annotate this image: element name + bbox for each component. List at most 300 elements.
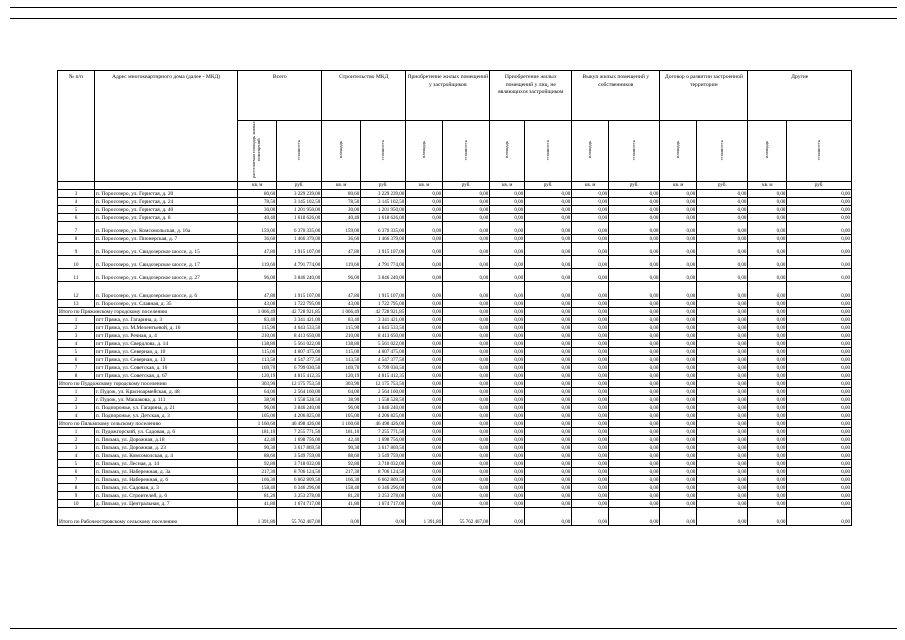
value-cell: 0,00: [406, 198, 443, 206]
value-cell: 0,00: [572, 396, 609, 404]
row-number: 9: [58, 492, 95, 500]
value-cell: 3 846 240,00: [361, 269, 406, 282]
value-cell: 0,00: [443, 460, 490, 468]
value-cell: 0,00: [490, 282, 525, 300]
value-cell: 0,00: [406, 356, 443, 364]
value-cell: 0,00: [572, 428, 609, 436]
sub-header-cell: стоимость: [277, 121, 322, 182]
col-number-header: № п/п: [58, 71, 95, 182]
value-cell: 0,00: [609, 269, 660, 282]
value-cell: 3 145 102,50: [277, 198, 322, 206]
value-cell: 96,00: [238, 404, 277, 412]
value-cell: 0,00: [490, 214, 525, 222]
row-address: п. Поросозеро, ул. Гористая, д. 24: [94, 198, 237, 206]
value-cell: 0,00: [406, 468, 443, 476]
value-cell: 113,50: [238, 356, 277, 364]
value-cell: 0,00: [525, 332, 572, 340]
value-cell: 0,00: [748, 508, 787, 526]
row-number: 4: [58, 198, 95, 206]
value-cell: 1 201 950,00: [277, 206, 322, 214]
value-cell: 0,00: [660, 348, 697, 356]
value-cell: 0,00: [609, 476, 660, 484]
col-nondeveloper-purchase-header: Приобретение жилых помещений у лиц, не являющихся застройщиком: [490, 71, 572, 121]
value-cell: 4 791 774,00: [361, 256, 406, 269]
value-cell: 0,00: [443, 190, 490, 198]
value-cell: 0,00: [572, 468, 609, 476]
value-cell: 1 722 795,00: [277, 300, 322, 308]
value-cell: 80,60: [238, 190, 277, 198]
value-cell: 0,00: [525, 500, 572, 508]
value-cell: 0,00: [748, 468, 787, 476]
value-cell: 0,00: [697, 500, 748, 508]
value-cell: 0,00: [490, 340, 525, 348]
value-cell: 3 253 278,00: [277, 492, 322, 500]
row-number: 1: [58, 388, 95, 396]
value-cell: 0,00: [406, 308, 443, 316]
value-cell: 0,00: [572, 412, 609, 420]
value-cell: 0,00: [609, 316, 660, 324]
subtotal-row: [58, 380, 852, 388]
value-cell: 0,00: [697, 308, 748, 316]
value-cell: 0,00: [490, 256, 525, 269]
value-cell: 0,00: [525, 396, 572, 404]
value-cell: 0,00: [748, 396, 787, 404]
value-cell: 0,00: [660, 214, 697, 222]
value-cell: 0,00: [406, 324, 443, 332]
value-cell: 0,00: [490, 412, 525, 420]
row-number: 4: [58, 412, 95, 420]
value-cell: 0,00: [660, 269, 697, 282]
table-row: [58, 388, 852, 396]
table-row: [58, 412, 852, 420]
value-cell: 40,40: [238, 214, 277, 222]
unit-cell: кв. м: [490, 182, 525, 190]
value-cell: 0,00: [443, 444, 490, 452]
value-cell: 4 547 377,50: [277, 356, 322, 364]
value-cell: 0,00: [787, 364, 852, 372]
value-cell: 0,00: [748, 206, 787, 214]
value-cell: 0,00: [787, 356, 852, 364]
value-cell: 0,00: [660, 388, 697, 396]
value-cell: 3 846 240,00: [277, 404, 322, 412]
value-cell: 0,00: [609, 492, 660, 500]
value-cell: 0,00: [697, 324, 748, 332]
value-cell: 0,00: [525, 269, 572, 282]
value-cell: 4 815 412,35: [361, 372, 406, 380]
value-cell: 0,00: [572, 190, 609, 198]
value-cell: 0,00: [787, 444, 852, 452]
value-cell: 0,00: [361, 508, 406, 526]
value-cell: 0,00: [748, 404, 787, 412]
row-number: 10: [58, 256, 95, 269]
value-cell: 0,00: [525, 282, 572, 300]
value-cell: 0,00: [525, 198, 572, 206]
sub-header-cell: стоимость: [525, 121, 572, 182]
value-cell: 0,00: [490, 404, 525, 412]
value-cell: 0,00: [490, 190, 525, 198]
value-cell: 0,00: [609, 468, 660, 476]
value-cell: 0,00: [697, 404, 748, 412]
value-cell: 0,00: [748, 428, 787, 436]
sub-header-cell: площадь: [660, 121, 697, 182]
row-address: пгт Пряжа, ул. Советская, д. 16: [94, 364, 237, 372]
value-cell: 0,00: [490, 476, 525, 484]
value-cell: 0,00: [609, 340, 660, 348]
value-cell: 2 564 160,00: [361, 388, 406, 396]
value-cell: 0,00: [443, 452, 490, 460]
value-cell: 0,00: [787, 420, 852, 428]
value-cell: 6 662 809,50: [361, 476, 406, 484]
value-cell: 0,00: [748, 222, 787, 235]
value-cell: 0,00: [406, 404, 443, 412]
value-cell: 0,00: [443, 396, 490, 404]
value-cell: 0,00: [787, 388, 852, 396]
value-cell: 0,00: [697, 492, 748, 500]
table-row: [58, 316, 852, 324]
value-cell: 92,80: [238, 460, 277, 468]
value-cell: 0,00: [572, 484, 609, 492]
value-cell: 0,00: [660, 436, 697, 444]
value-cell: 0,00: [660, 256, 697, 269]
units-row: [58, 182, 852, 190]
value-cell: 0,00: [443, 436, 490, 444]
value-cell: 0,00: [525, 380, 572, 388]
row-address: п. Поросозеро, ул. Свидозерское шоссе, д. 6: [94, 282, 237, 300]
value-cell: 78,50: [238, 198, 277, 206]
value-cell: 0,00: [572, 380, 609, 388]
table-row: [58, 256, 852, 269]
row-number: 1: [58, 316, 95, 324]
value-cell: 210,00: [238, 332, 277, 340]
value-cell: 0,00: [406, 300, 443, 308]
value-cell: 0,00: [572, 452, 609, 460]
value-cell: 0,00: [406, 388, 443, 396]
sub-header-cell: площадь: [748, 121, 787, 182]
col-total-header: Всего: [238, 71, 322, 121]
row-address: пгт Пряжа, ул. Советская, д. 67: [94, 372, 237, 380]
sub-header-cell: площадь: [490, 121, 525, 182]
value-cell: 8 706 124,50: [277, 468, 322, 476]
value-cell: 81,20: [238, 492, 277, 500]
row-address: п. Подпорожье, ул. Гагарина, д. 21: [94, 404, 237, 412]
value-cell: 0,00: [406, 436, 443, 444]
value-cell: 0,00: [660, 396, 697, 404]
value-cell: 47,80: [238, 282, 277, 300]
value-cell: 0,00: [525, 452, 572, 460]
value-cell: 0,00: [787, 476, 852, 484]
value-cell: 0,00: [787, 412, 852, 420]
value-cell: 0,00: [525, 508, 572, 526]
value-cell: 0,00: [525, 214, 572, 222]
row-address: пгт Пряжа, ул. Свердлова, д. 14: [94, 340, 237, 348]
value-cell: 6 346 296,00: [277, 484, 322, 492]
value-cell: 0,00: [406, 243, 443, 256]
value-cell: 0,00: [660, 364, 697, 372]
row-number: 6: [58, 468, 95, 476]
value-cell: 0,00: [406, 332, 443, 340]
unit-cell: кв. м: [748, 182, 787, 190]
value-cell: 0,00: [787, 316, 852, 324]
value-cell: 0,00: [660, 332, 697, 340]
value-cell: 3 229 239,00: [361, 190, 406, 198]
value-cell: 0,00: [525, 222, 572, 235]
row-number: 3: [58, 190, 95, 198]
subtotal-label: Итого по Пуддожскому городскому поселению: [58, 380, 238, 388]
value-cell: 47,80: [238, 243, 277, 256]
value-cell: 0,00: [609, 372, 660, 380]
value-cell: 0,00: [443, 332, 490, 340]
value-cell: 0,00: [572, 214, 609, 222]
subtotal-label: Итого по Пряжинскому городскому поселению: [58, 308, 238, 316]
value-cell: 0,00: [697, 476, 748, 484]
unit-cell: руб.: [525, 182, 572, 190]
value-cell: 0,00: [406, 380, 443, 388]
value-cell: 36,60: [238, 235, 277, 243]
unit-cell: руб.: [787, 182, 852, 190]
row-number: 3: [58, 444, 95, 452]
value-cell: 0,00: [609, 190, 660, 198]
value-cell: 169,70: [238, 364, 277, 372]
row-number: 9: [58, 243, 95, 256]
value-cell: 0,00: [525, 444, 572, 452]
value-cell: 0,00: [697, 508, 748, 526]
sub-header-cell: площадь: [406, 121, 443, 182]
value-cell: 0,00: [490, 324, 525, 332]
value-cell: 0,00: [697, 428, 748, 436]
row-address: г. Пудож, ул. Машакова, д. 111: [94, 396, 237, 404]
value-cell: 8 706 124,50: [361, 468, 406, 476]
value-cell: 12 175 753,50: [277, 380, 322, 388]
top-border-line: [10, 7, 897, 8]
value-cell: 120,19: [238, 372, 277, 380]
value-cell: 0,00: [443, 484, 490, 492]
value-cell: 4 206 825,00: [277, 412, 322, 420]
value-cell: 0,00: [572, 243, 609, 256]
value-cell: 0,00: [572, 308, 609, 316]
unit-cell: кв. м: [660, 182, 697, 190]
value-cell: 0,00: [443, 420, 490, 428]
value-cell: 0,00: [787, 243, 852, 256]
value-cell: 3 341 421,00: [361, 316, 406, 324]
value-cell: 0,00: [490, 372, 525, 380]
value-cell: 0,00: [322, 508, 361, 526]
value-cell: 0,00: [406, 476, 443, 484]
value-cell: 0,00: [660, 476, 697, 484]
value-cell: 0,00: [697, 190, 748, 198]
table-row: [58, 340, 852, 348]
value-cell: 0,00: [572, 476, 609, 484]
row-address: д. Пяльма, ул. Центральная, д. 7: [94, 500, 237, 508]
value-cell: 158,40: [238, 484, 277, 492]
col-buyout-header: Выкуп жилых помещений у собственников: [572, 71, 660, 121]
value-cell: 0,00: [660, 235, 697, 243]
row-number: 7: [58, 222, 95, 235]
value-cell: 0,00: [787, 198, 852, 206]
value-cell: 0,00: [609, 404, 660, 412]
value-cell: 0,00: [787, 428, 852, 436]
value-cell: 3 253 278,00: [361, 492, 406, 500]
value-cell: 0,00: [697, 332, 748, 340]
value-cell: 96,00: [238, 269, 277, 282]
value-cell: 0,00: [406, 412, 443, 420]
value-cell: 0,00: [748, 500, 787, 508]
value-cell: 0,00: [572, 300, 609, 308]
value-cell: 4 643 533,50: [361, 324, 406, 332]
value-cell: 1 391,80: [406, 508, 443, 526]
value-cell: 0,00: [572, 372, 609, 380]
value-cell: 115,00: [238, 348, 277, 356]
value-cell: 0,00: [525, 388, 572, 396]
table-row: [58, 436, 852, 444]
value-cell: 0,00: [748, 300, 787, 308]
value-cell: 0,00: [660, 243, 697, 256]
value-cell: 0,00: [443, 492, 490, 500]
row-address: п. Пяльма, ул. Садовая, д. 3: [94, 484, 237, 492]
value-cell: 0,00: [490, 300, 525, 308]
subtotal-label: Итого по Пяльмскому сельскому поселению: [58, 420, 238, 428]
subtotal-row: [58, 420, 852, 428]
value-cell: 0,00: [490, 348, 525, 356]
table-row: [58, 282, 852, 300]
value-cell: 42 728 921,85: [277, 308, 322, 316]
table-row: [58, 396, 852, 404]
subtotal-label: Итого по Рабочеостровскому сельскому поселению: [58, 508, 238, 526]
value-cell: 4 791 774,00: [277, 256, 322, 269]
table-body: [58, 190, 852, 526]
value-cell: 4 607 475,00: [361, 348, 406, 356]
value-cell: 0,00: [525, 300, 572, 308]
value-cell: 96,00: [322, 269, 361, 282]
value-cell: 42 728 921,85: [361, 308, 406, 316]
row-number: 3: [58, 332, 95, 340]
value-cell: 3 229 239,00: [277, 190, 322, 198]
value-cell: 0,00: [748, 348, 787, 356]
value-cell: 4 547 377,50: [361, 356, 406, 364]
value-cell: 0,00: [406, 452, 443, 460]
value-cell: 0,00: [609, 396, 660, 404]
value-cell: 0,00: [443, 324, 490, 332]
value-cell: 0,00: [490, 235, 525, 243]
value-cell: 105,00: [322, 412, 361, 420]
col-construction-header: Строительство МКД: [322, 71, 406, 121]
value-cell: 0,00: [748, 324, 787, 332]
value-cell: 0,00: [748, 282, 787, 300]
value-cell: 3 718 032,00: [277, 460, 322, 468]
value-cell: 0,00: [748, 332, 787, 340]
value-cell: 0,00: [697, 412, 748, 420]
table-row: [58, 214, 852, 222]
value-cell: 0,00: [609, 308, 660, 316]
value-cell: 0,00: [525, 348, 572, 356]
value-cell: 0,00: [660, 282, 697, 300]
value-cell: 0,00: [443, 372, 490, 380]
value-cell: 5 561 022,00: [361, 340, 406, 348]
value-cell: 6 799 030,50: [277, 364, 322, 372]
value-cell: 1 722 795,00: [361, 300, 406, 308]
value-cell: 0,00: [748, 308, 787, 316]
value-cell: 0,00: [748, 364, 787, 372]
value-cell: 0,00: [443, 269, 490, 282]
row-address: п. Пяльма, ул. Комсомолская, д. 4: [94, 452, 237, 460]
table-row: [58, 500, 852, 508]
value-cell: 0,00: [525, 364, 572, 372]
value-cell: 3 341 421,00: [277, 316, 322, 324]
unit-cell: руб.: [277, 182, 322, 190]
value-cell: 0,00: [490, 428, 525, 436]
sub-header-cell: расселяемая площадь жилых помещений: [238, 121, 277, 182]
value-cell: 4 206 825,00: [361, 412, 406, 420]
row-address: п. Поросозеро, ул. Комсомольская, д. 16а: [94, 222, 237, 235]
value-cell: 119,60: [238, 256, 277, 269]
value-cell: 3 145 102,50: [361, 198, 406, 206]
value-cell: 1 558 528,50: [277, 396, 322, 404]
value-cell: 0,00: [572, 508, 609, 526]
value-cell: 5 561 022,00: [277, 340, 322, 348]
value-cell: 0,00: [572, 222, 609, 235]
value-cell: 210,00: [322, 332, 361, 340]
value-cell: 0,00: [572, 460, 609, 468]
value-cell: 3 617 869,50: [361, 444, 406, 452]
table-row: [58, 492, 852, 500]
row-address: п. Поросозеро, ул. Гористая, д. 40: [94, 206, 237, 214]
value-cell: 43,00: [238, 300, 277, 308]
row-address: п. Поросозеро, ул. Свидозерское шоссе, д. 27: [94, 269, 237, 282]
value-cell: 0,00: [525, 256, 572, 269]
value-cell: 0,00: [443, 235, 490, 243]
value-cell: 36,60: [322, 235, 361, 243]
value-cell: 0,00: [787, 222, 852, 235]
value-cell: 115,90: [238, 324, 277, 332]
value-cell: 0,00: [609, 508, 660, 526]
value-cell: 7 255 771,50: [361, 428, 406, 436]
row-number: 3: [58, 404, 95, 412]
sub-header-cell: стоимость: [443, 121, 490, 182]
value-cell: 0,00: [443, 404, 490, 412]
value-cell: 115,90: [322, 324, 361, 332]
value-cell: 0,00: [572, 492, 609, 500]
value-cell: 0,00: [525, 404, 572, 412]
row-number: 6: [58, 214, 95, 222]
row-address: г. Пудож, ул. Красноармейская, д. 48: [94, 388, 237, 396]
value-cell: 0,00: [406, 206, 443, 214]
table-row: [58, 300, 852, 308]
value-cell: 1 618 626,00: [361, 214, 406, 222]
row-address: п. Пяльма, ул. Строителей, д. 6: [94, 492, 237, 500]
value-cell: 0,00: [609, 444, 660, 452]
value-cell: 0,00: [748, 356, 787, 364]
value-cell: 0,00: [697, 372, 748, 380]
value-cell: 43,00: [322, 300, 361, 308]
value-cell: 0,00: [609, 364, 660, 372]
value-cell: 0,00: [609, 206, 660, 214]
value-cell: 0,00: [748, 444, 787, 452]
value-cell: 0,00: [490, 396, 525, 404]
value-cell: 0,00: [748, 420, 787, 428]
value-cell: 0,00: [490, 492, 525, 500]
value-cell: 0,00: [697, 235, 748, 243]
value-cell: 0,00: [697, 436, 748, 444]
value-cell: 1 391,80: [238, 508, 277, 526]
unit-cell: кв. м: [406, 182, 443, 190]
value-cell: 0,00: [525, 460, 572, 468]
value-cell: 0,00: [525, 206, 572, 214]
table-row: [58, 460, 852, 468]
value-cell: 0,00: [697, 300, 748, 308]
value-cell: 4 643 533,50: [277, 324, 322, 332]
value-cell: 0,00: [697, 356, 748, 364]
value-cell: 0,00: [748, 380, 787, 388]
value-cell: 1 066,49: [322, 308, 361, 316]
